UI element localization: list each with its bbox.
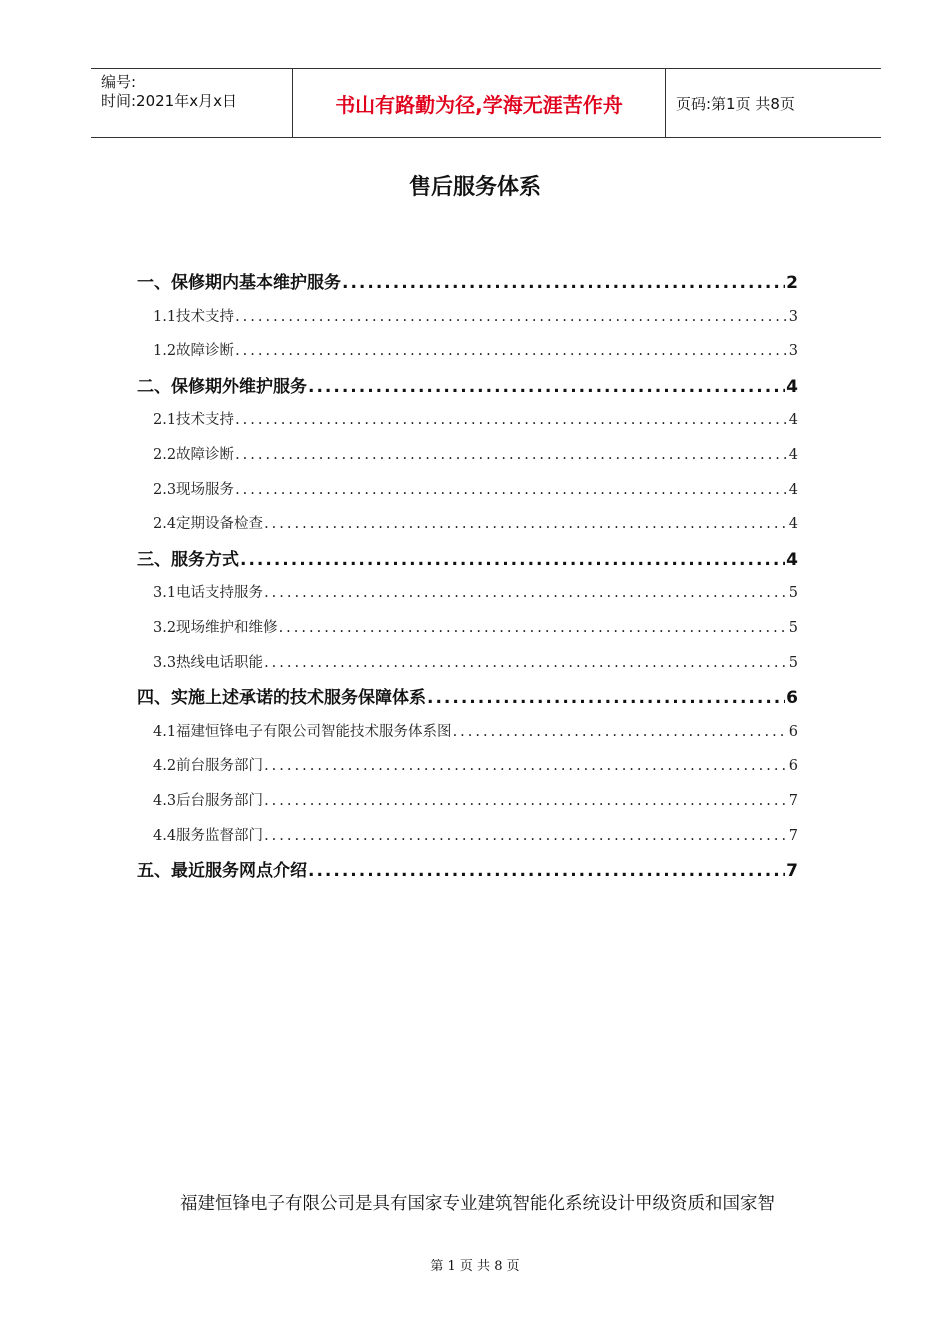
- toc-subitem[interactable]: [153, 720, 798, 741]
- toc-page-number: 5: [788, 654, 798, 671]
- toc-dot-leader: [235, 482, 788, 498]
- toc-entry-text: 2.3现场服务: [153, 481, 235, 498]
- toc-heading[interactable]: [137, 545, 798, 570]
- toc-dot-leader: [264, 758, 788, 774]
- toc-page-number: 7: [786, 861, 798, 882]
- toc-page-number: 5: [788, 620, 798, 636]
- toc-entry-text: 五、最近服务网点介绍: [137, 861, 307, 882]
- header-table: [91, 68, 881, 138]
- toc-page-number: 2: [786, 273, 798, 293]
- toc-entry-text: 4.2前台服务部门: [153, 758, 264, 775]
- number-label: 编号:: [101, 73, 137, 91]
- toc-subitem[interactable]: [153, 651, 798, 672]
- toc-dot-leader: [235, 309, 788, 325]
- toc-page-number: 6: [788, 758, 798, 775]
- page-info: 页码:第1页 共8页: [676, 94, 795, 113]
- toc-page-number: 4: [788, 481, 798, 498]
- document-title: 售后服务体系: [408, 175, 541, 200]
- toc-entry-text: 四、实施上述承诺的技术服务保障体系: [137, 688, 426, 709]
- toc-page-number: 4: [788, 412, 798, 429]
- toc-dot-leader: [453, 724, 788, 740]
- header-center-cell: [293, 69, 666, 137]
- toc-dot-leader: [264, 793, 788, 809]
- toc-entry-text: 1.2故障诊断: [153, 343, 235, 360]
- toc-dot-leader: [308, 377, 785, 397]
- toc-subitem[interactable]: [153, 512, 798, 533]
- toc-dot-leader: [264, 655, 788, 671]
- motto: 书山有路勤为径,学海无涯苦作舟: [335, 92, 623, 117]
- toc-entry-text: 1.1技术支持: [153, 308, 235, 325]
- toc-subitem[interactable]: [153, 408, 798, 429]
- toc-subitem[interactable]: [153, 581, 798, 602]
- toc-subitem[interactable]: [153, 305, 798, 326]
- page-footer: 第 1 页 共 8 页: [430, 1259, 520, 1274]
- toc-entry-text: 2.2故障诊断: [153, 447, 235, 463]
- toc-page-number: 4: [788, 516, 798, 533]
- toc-page-number: 4: [786, 376, 798, 397]
- toc-page-number: 3: [788, 308, 798, 325]
- toc-page-number: 3: [788, 343, 798, 360]
- toc-dot-leader: [235, 447, 788, 463]
- toc-entry-text: 4.4服务监督部门: [153, 827, 264, 844]
- toc-entry-text: 一、保修期内基本维护服务: [137, 273, 341, 293]
- toc-subitem[interactable]: [153, 339, 798, 360]
- toc-dot-leader: [240, 550, 785, 570]
- toc-page-number: 4: [788, 447, 798, 463]
- toc-dot-leader: [308, 861, 785, 881]
- toc-heading[interactable]: [137, 372, 798, 397]
- toc-entry-text: 3.3热线电话职能: [153, 654, 264, 671]
- header-right-cell: [666, 69, 881, 137]
- toc-page-number: 6: [786, 688, 798, 709]
- toc-dot-leader: [235, 343, 788, 359]
- toc-dot-leader: [342, 273, 785, 293]
- toc-dot-leader: [264, 585, 788, 601]
- toc-entry-text: 2.1技术支持: [153, 412, 235, 429]
- toc-heading[interactable]: [137, 683, 798, 708]
- toc-page-number: 6: [788, 723, 798, 740]
- toc-heading[interactable]: [137, 268, 798, 293]
- toc-subitem[interactable]: [153, 478, 798, 499]
- toc-dot-leader: [235, 412, 788, 428]
- toc-entry-text: 三、服务方式: [137, 549, 239, 570]
- toc-dot-leader: [427, 688, 785, 708]
- time-label: 时间:2021年x月x日: [101, 92, 237, 110]
- toc-entry-text: 3.1电话支持服务: [153, 585, 264, 602]
- toc-heading[interactable]: [137, 856, 798, 881]
- toc-dot-leader: [264, 516, 788, 532]
- toc-entry-text: 二、保修期外维护服务: [137, 376, 307, 397]
- toc-page-number: 4: [786, 549, 798, 570]
- toc-entry-text: 3.2现场维护和维修: [153, 620, 278, 636]
- toc-page-number: 5: [788, 585, 798, 602]
- toc-subitem[interactable]: [153, 754, 798, 775]
- toc-subitem[interactable]: [153, 443, 798, 464]
- toc-subitem[interactable]: [153, 824, 798, 845]
- toc-entry-text: 2.4定期设备检查: [153, 516, 264, 533]
- toc-page-number: 7: [788, 793, 798, 809]
- toc-dot-leader: [279, 620, 788, 636]
- toc-subitem[interactable]: [153, 789, 798, 810]
- toc-entry-text: 4.3后台服务部门: [153, 793, 264, 809]
- toc-entry-text: 4.1福建恒锋电子有限公司智能技术服务体系图: [153, 723, 452, 740]
- body-paragraph: 福建恒锋电子有限公司是具有国家专业建筑智能化系统设计甲级资质和国家智: [180, 1194, 775, 1214]
- toc-dot-leader: [264, 828, 788, 844]
- toc-page-number: 7: [788, 827, 798, 844]
- header-left-cell: [91, 69, 293, 137]
- toc-subitem[interactable]: [153, 616, 798, 637]
